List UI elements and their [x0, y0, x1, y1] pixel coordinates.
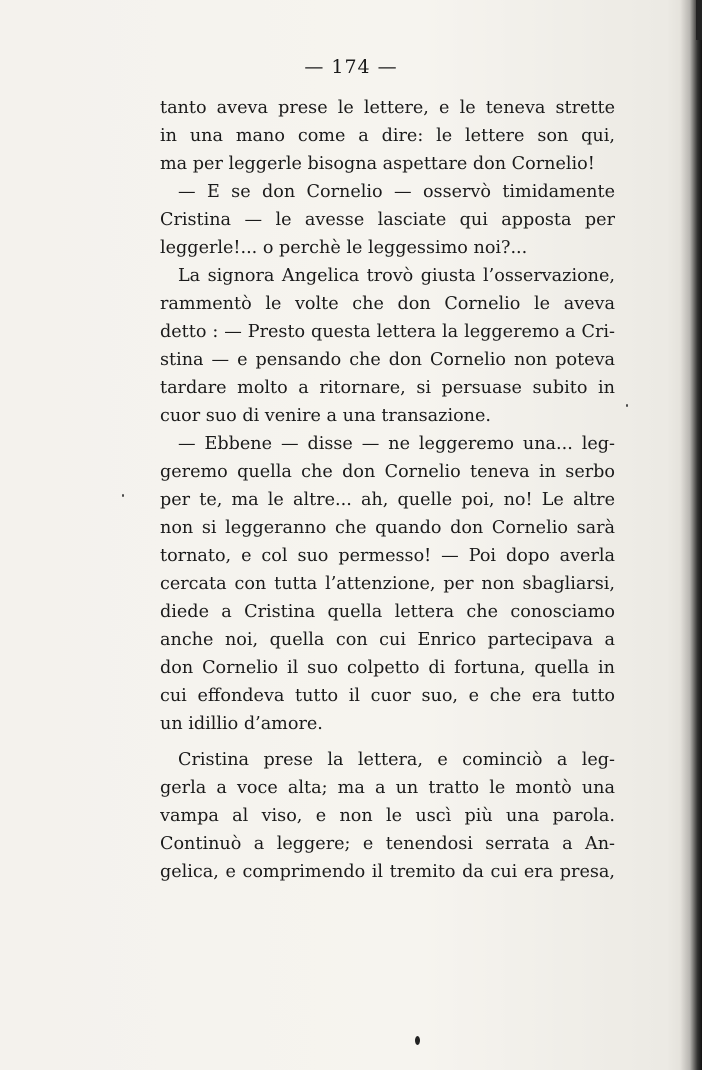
text-line: tornato, e col suo permesso! — Poi dopo averla [160, 546, 615, 566]
text-line: tardare molto a ritornare, si persuase subito in [160, 378, 615, 398]
text-line: in una mano come a dire: le lettere son qui, [160, 126, 615, 146]
paragraph-gap [160, 738, 615, 746]
text-line: Cristina — le avesse lasciate qui apposta per [160, 210, 615, 230]
text-line: Cristina prese la lettera, e cominciò a leg- [178, 750, 615, 770]
paragraph [160, 178, 615, 262]
ink-speck [626, 404, 628, 407]
text-line: diede a Cristina quella lettera che conosciamo [160, 602, 615, 622]
page-number: — 174 — [304, 56, 398, 78]
text-line: don Cornelio il suo colpetto di fortuna, quella in [160, 658, 615, 678]
text-line: anche noi, quella con cui Enrico partecipava a [160, 630, 615, 650]
text-line: ma per leggerle bisogna aspettare don Cornelio! [160, 154, 595, 174]
paragraph [160, 262, 615, 430]
text-line: cercata con tutta l’attenzione, per non sbagliarsi, [160, 574, 615, 594]
body-text [160, 94, 615, 886]
paragraph [160, 746, 615, 886]
text-line: per te, ma le altre... ah, quelle poi, no! Le altre [160, 490, 615, 510]
text-line: — E se don Cornelio — osservò timidamente [178, 182, 615, 202]
text-line: detto : — Presto questa lettera la leggeremo a Cri- [160, 322, 615, 342]
text-line: vampa al viso, e non le uscì più una parola. [160, 806, 615, 826]
text-line: gerla a voce alta; ma a un tratto le montò una [160, 778, 615, 798]
text-line: geremo quella che don Cornelio teneva in serbo [160, 462, 615, 482]
text-line: stina — e pensando che don Cornelio non poteva [160, 350, 615, 370]
text-line: tanto aveva prese le lettere, e le teneva strette [160, 98, 615, 118]
text-line: gelica, e comprimendo il tremito da cui era presa, [160, 862, 615, 882]
text-line: — Ebbene — disse — ne leggeremo una... leg- [178, 434, 615, 454]
ink-speck [122, 494, 124, 497]
ink-dot [415, 1036, 420, 1045]
text-line: cuor suo di venire a una transazione. [160, 406, 491, 426]
page-edge-shadow [680, 0, 702, 1070]
text-line: leggerle!... o perchè le leggessimo noi?... [160, 238, 528, 258]
paragraph [160, 94, 615, 178]
paragraph [160, 430, 615, 738]
text-line: rammentò le volte che don Cornelio le aveva [160, 294, 615, 314]
page-corner-mark [696, 0, 702, 40]
text-line: cui effondeva tutto il cuor suo, e che era tutto [160, 686, 615, 706]
text-line: non si leggeranno che quando don Cornelio sarà [160, 518, 615, 538]
text-line: un idillio d’amore. [160, 714, 323, 734]
text-line: Continuò a leggere; e tenendosi serrata a An- [160, 834, 615, 854]
text-line: La signora Angelica trovò giusta l’osservazione, [178, 266, 615, 286]
